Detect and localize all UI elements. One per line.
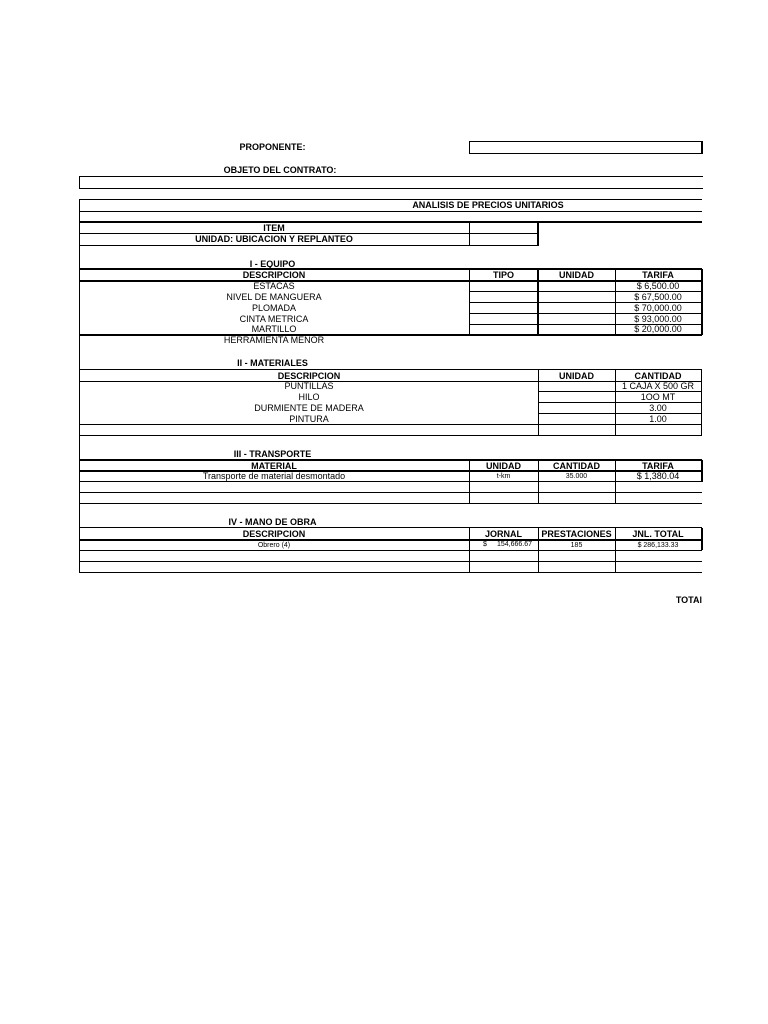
materiales-row-cantidad: 1.00 <box>649 413 667 424</box>
equipo-row-tarifa: $ 20,000.00 <box>634 324 682 334</box>
materiales-row-desc: HILO <box>298 391 320 402</box>
equipo-row-tarifa: $ 67,500.00 <box>634 291 682 302</box>
equipo-extra-herramienta: HERRAMIENTA MENOR <box>223 335 325 345</box>
equipo-row-desc: CINTA METRICA <box>239 313 309 324</box>
mano-obra-row-desc: Obrero (4) <box>257 541 291 549</box>
transporte-header-material: MATERIAL <box>251 460 297 471</box>
proponente-field[interactable] <box>469 141 703 154</box>
equipo-header-tarifa: TARIFA <box>642 269 674 280</box>
materiales-row-cantidad: 1OO MT <box>640 391 676 402</box>
equipo-row-desc: PLOMADA <box>251 302 296 313</box>
materiales-row-desc: PUNTILLAS <box>284 381 334 391</box>
mano-obra-row-total: $ 286,133.33 <box>637 541 679 549</box>
mano-obra-row-prestaciones: 185 <box>570 541 583 549</box>
materiales-row-desc: PINTURA <box>289 413 329 424</box>
materiales-section-title: II - MATERIALES <box>237 357 308 368</box>
mano-obra-header-prestaciones: PRESTACIONES <box>541 528 612 539</box>
item-label: ITEM <box>263 222 285 233</box>
mano-obra-section-title: IV - MANO DE OBRA <box>228 516 317 527</box>
equipo-row-desc: MARTILLO <box>251 324 297 334</box>
equipo-header-unidad: UNIDAD <box>559 269 594 280</box>
materiales-row-cantidad: 1 CAJA X 500 GR <box>621 381 695 391</box>
mano-obra-row-jornal-value: 154,666.67 <box>497 541 533 548</box>
transporte-section-title: III - TRANSPORTE <box>233 448 312 459</box>
transporte-row-cantidad: 35.000 <box>565 472 588 480</box>
transporte-row-material: Transporte de material desmontado <box>202 471 346 481</box>
transporte-header-unidad: UNIDAD <box>486 460 521 471</box>
objeto-label: OBJETO DEL CONTRATO: <box>223 165 337 175</box>
mano-obra-header-descripcion: DESCRIPCION <box>242 528 306 539</box>
equipo-header-descripcion: DESCRIPCION <box>242 269 306 280</box>
materiales-row-desc: DURMIENTE DE MADERA <box>254 402 364 413</box>
materiales-header-unidad: UNIDAD <box>559 370 594 381</box>
objeto-field[interactable] <box>79 176 703 189</box>
transporte-header-cantidad: CANTIDAD <box>553 460 600 471</box>
mano-obra-header-jornal: JORNAL <box>484 528 522 539</box>
transporte-header-tarifa: TARIFA <box>642 460 674 471</box>
materiales-header-cantidad: CANTIDAD <box>634 370 682 381</box>
transporte-row-unidad: t-km <box>496 472 511 480</box>
materiales-row-cantidad: 3.00 <box>649 402 667 413</box>
total-label: TOTAl <box>675 595 702 605</box>
item-field[interactable] <box>470 222 536 232</box>
equipo-row-tarifa: $ 93,000.00 <box>634 313 682 324</box>
unidad-field[interactable] <box>470 234 536 244</box>
materiales-header-descripcion: DESCRIPCION <box>277 370 341 381</box>
equipo-row-tarifa: $ 6,500.00 <box>636 281 680 291</box>
equipo-row-desc: ESTACAS <box>253 281 295 291</box>
unidad-label: UNIDAD: UBICACION Y REPLANTEO <box>195 234 353 244</box>
mano-obra-row-jornal-symbol: $ <box>483 541 487 548</box>
transporte-row-tarifa: $ 1,380.04 <box>636 471 680 481</box>
equipo-row-desc: NIVEL DE MANGUERA <box>226 291 322 302</box>
equipo-row-tarifa: $ 70,000.00 <box>634 302 682 313</box>
proponente-label: PROPONENTE: <box>239 142 306 152</box>
equipo-section-title: I - EQUIPO <box>249 258 296 269</box>
mano-obra-header-jnl-total: JNL. TOTAL <box>632 528 684 539</box>
page-title: ANALISIS DE PRECIOS UNITARIOS <box>412 200 564 210</box>
equipo-header-tipo: TIPO <box>492 269 514 280</box>
